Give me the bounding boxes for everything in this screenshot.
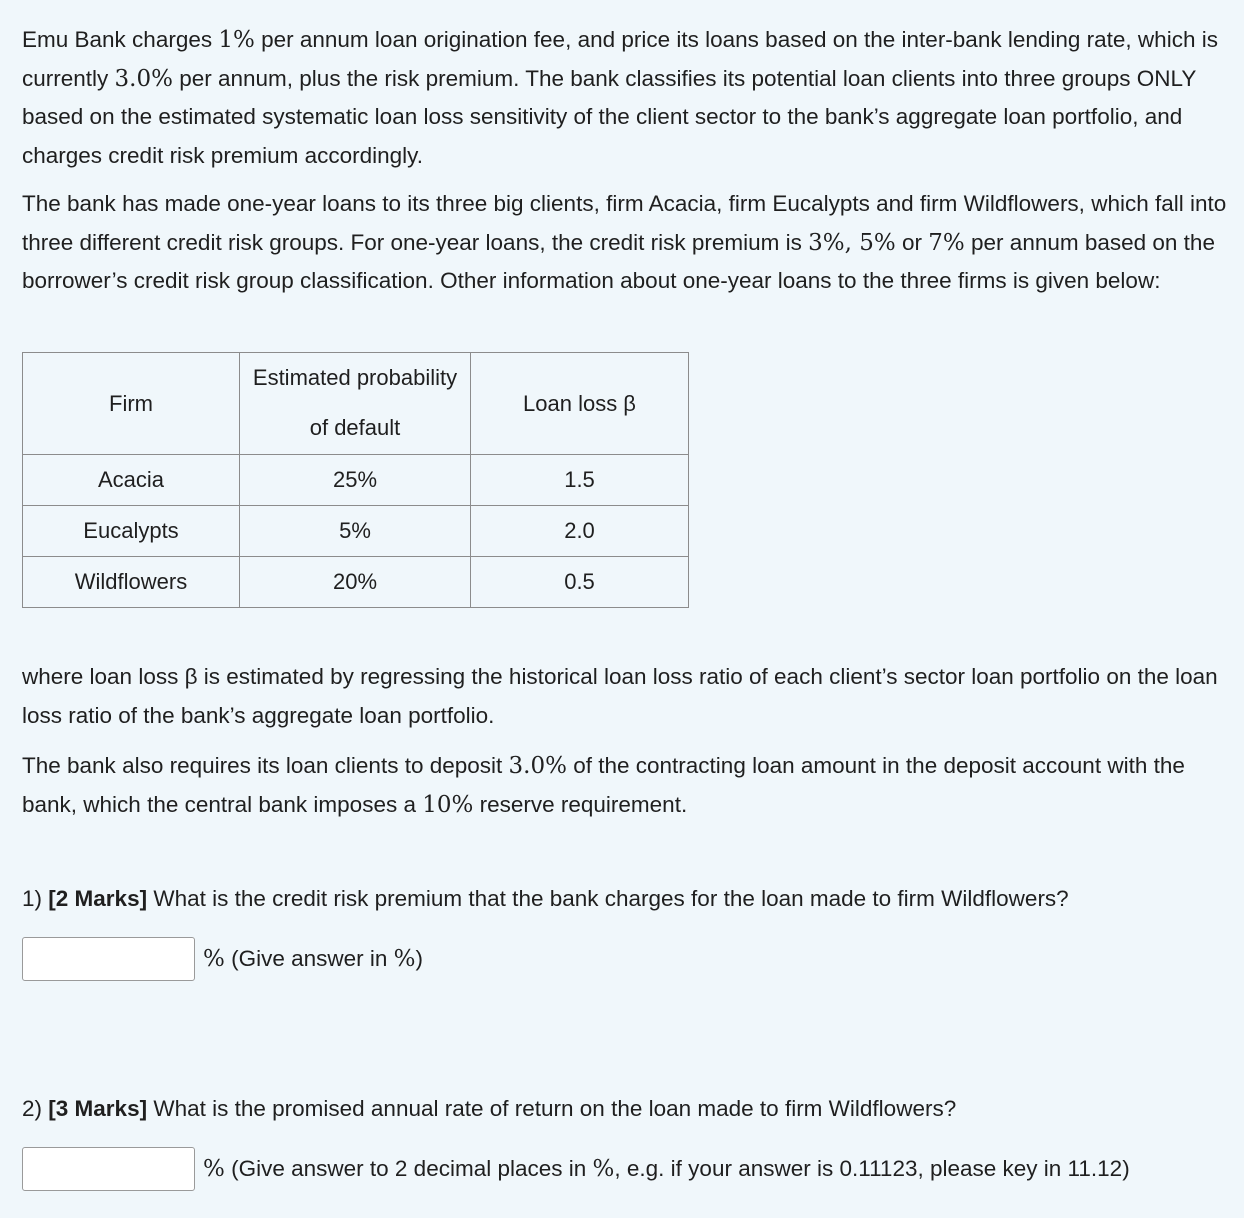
cell-firm: Eucalypts bbox=[23, 506, 240, 557]
answer-1-hint: % (Give answer in %) bbox=[203, 946, 424, 972]
interbank-rate: 3.0% bbox=[114, 65, 173, 92]
reserve-requirement: 10% bbox=[422, 791, 474, 818]
cell-beta: 0.5 bbox=[471, 557, 689, 608]
cell-firm: Wildflowers bbox=[23, 557, 240, 608]
question-1: 1) [2 Marks] What is the credit risk premium that the bank charges for the loan made to firm Wildflowers? bbox=[22, 886, 1069, 911]
cell-beta: 1.5 bbox=[471, 455, 689, 506]
beta-note: where loan loss β is estimated by regressing the historical loan loss ratio of each client’s sector loan portfolio on the loan loss ratio of the bank’s aggregate loan portfolio. bbox=[22, 664, 1218, 728]
header-firm: Firm bbox=[23, 353, 240, 455]
intro-paragraph-2: The bank has made one-year loans to its three big clients, firm Acacia, firm Eucalypts and firm Wildflowers, which fall into three different credit risk groups. For one-year loans, the credit risk premium is 3%, 5% or 7% per annum based on the borrower’s credit risk group classification. Other information about one-year loans to the three firms is given below: bbox=[22, 191, 1227, 293]
answer-2-hint: % (Give answer to 2 decimal places in %, e.g. if your answer is 0.11123, please key in 11.12) bbox=[203, 1156, 1130, 1182]
premium-options: 3%, 5% bbox=[808, 229, 896, 256]
answer-2-row bbox=[22, 1147, 1130, 1191]
cell-beta: 2.0 bbox=[471, 506, 689, 557]
question-2-marks: [3 Marks] bbox=[48, 1096, 148, 1121]
premium-option-high: 7% bbox=[928, 229, 965, 256]
question-1-marks: [2 Marks] bbox=[48, 886, 148, 911]
intro-paragraph-1: Emu Bank charges 1% per annum loan origination fee, and price its loans based on the inter-bank lending rate, which is currently 3.0% per annum, plus the risk premium. The bank classifies its potential loan clients into three groups ONLY based on the estimated systematic loan loss sensitivity of the client sector to the bank’s aggregate loan portfolio, and charges credit risk premium accordingly. bbox=[22, 27, 1218, 168]
header-loan-loss-beta: Loan loss β bbox=[471, 353, 689, 455]
origination-fee: 1% bbox=[218, 27, 255, 53]
question-2: 2) [3 Marks] What is the promised annual rate of return on the loan made to firm Wildflowers? bbox=[22, 1096, 957, 1121]
cell-firm: Acacia bbox=[23, 455, 240, 506]
answer-1-row bbox=[22, 937, 423, 981]
table-row bbox=[23, 506, 689, 557]
answer-1-input[interactable] bbox=[22, 937, 195, 981]
table-header-row bbox=[23, 353, 689, 455]
table-row bbox=[23, 455, 689, 506]
deposit-rate: 3.0% bbox=[508, 753, 567, 779]
cell-pd: 20% bbox=[240, 557, 471, 608]
cell-pd: 25% bbox=[240, 455, 471, 506]
cell-pd: 5% bbox=[240, 506, 471, 557]
loan-data-table bbox=[22, 352, 689, 608]
table-row bbox=[23, 557, 689, 608]
answer-2-input[interactable] bbox=[22, 1147, 195, 1191]
deposit-requirement-paragraph: The bank also requires its loan clients to deposit 3.0% of the contracting loan amount in the deposit account with the bank, which the central bank imposes a 10% reserve requirement. bbox=[22, 753, 1185, 818]
header-probability-of-default: Estimated probability of default bbox=[240, 353, 471, 455]
